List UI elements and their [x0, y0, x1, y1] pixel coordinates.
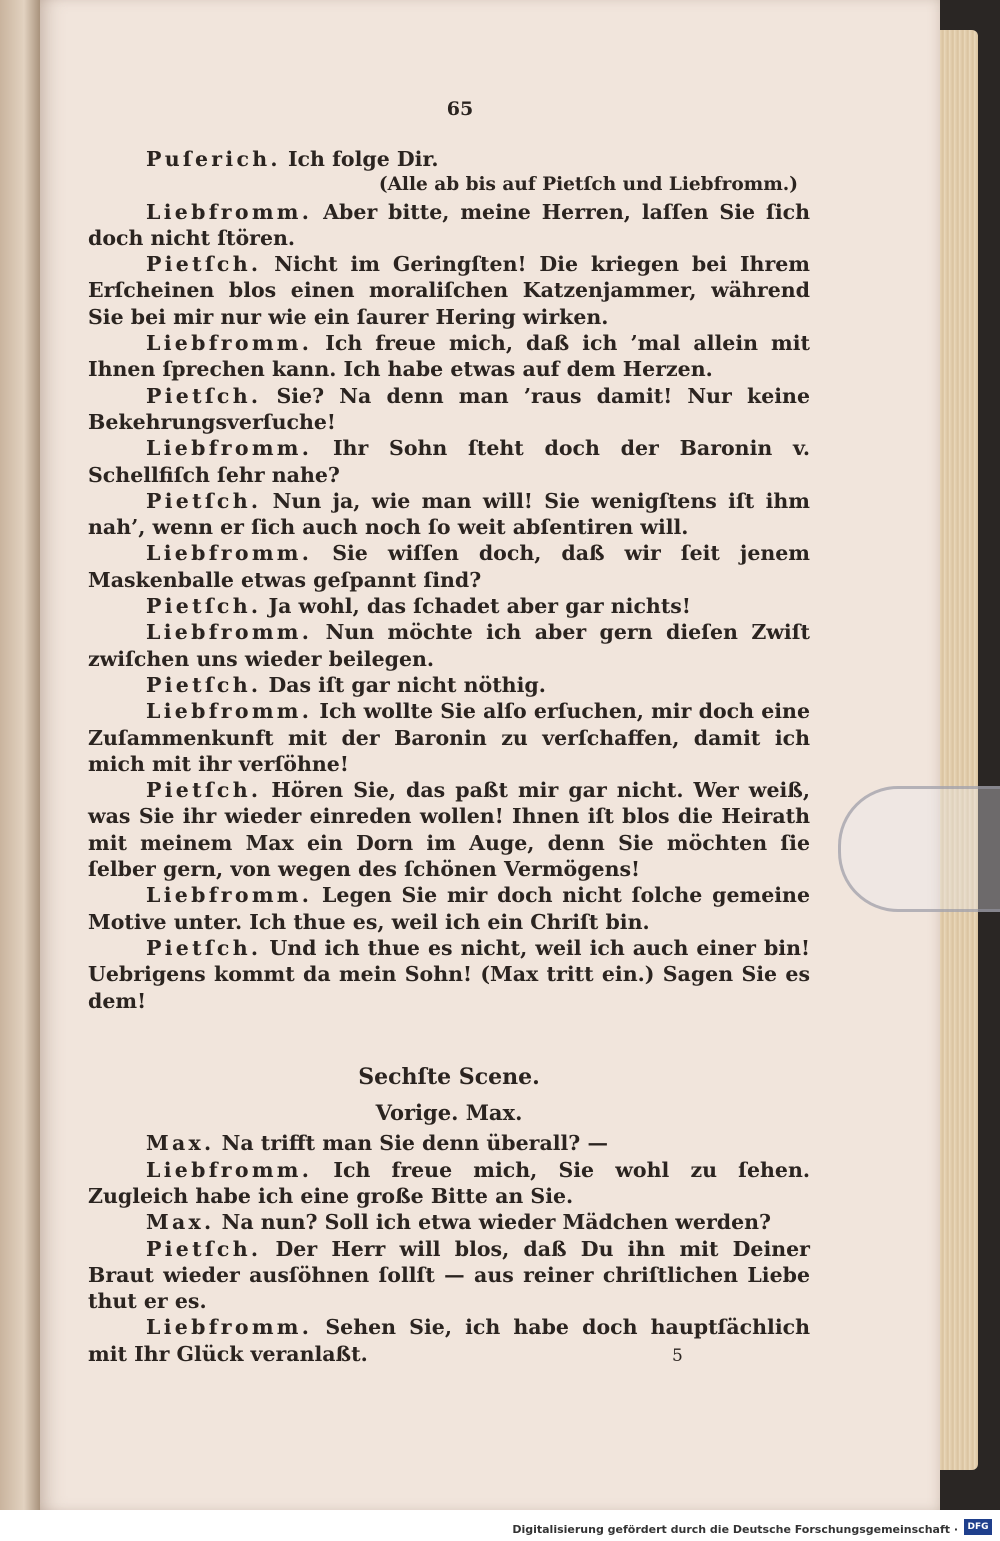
speaker-name: Pietſch. [146, 935, 262, 960]
speaker-name: Pietſch. [146, 778, 262, 803]
dialogue-line [88, 146, 810, 172]
dialogue-line [88, 935, 810, 1014]
dfg-logo: DFG [964, 1519, 992, 1535]
line-text: Sehen Sie, ich habe doch hauptſächlich mit Ihr Glück veranlaßt. [88, 1315, 810, 1366]
signature-mark: 5 [672, 1346, 683, 1366]
line-text: Ich freue mich, daß ich ’mal allein mit Ihnen ſprechen kann. Ich habe etwas auf dem Herzen. [88, 331, 811, 382]
line-text: Und ich thue es nicht, weil ich auch einer bin! Uebrigens kommt da mein Sohn! (Max tritt ein.) Sagen Sie es dem! [88, 935, 811, 1013]
line-text: Ich folge Dir. [287, 147, 439, 171]
dialogue-line [88, 251, 810, 330]
dialogue-line [88, 540, 810, 593]
line-text: Legen Sie mir doch nicht ſolche gemeine Motive unter. Ich thue es, weil ich ein Chriſt bin. [88, 883, 810, 934]
speaker-name: Pietſch. [146, 488, 262, 513]
dialogue-line [88, 882, 810, 935]
page-clip [838, 786, 1000, 912]
speaker-name: Pietſch. [146, 252, 262, 277]
speaker-name: Liebfromm. [146, 620, 313, 645]
speaker-name: Puſerich. [146, 147, 281, 171]
speaker-name: Liebfromm. [146, 699, 313, 724]
line-text: Nun ja, wie man will! Sie wenigſtens iſt ihm nah’, wenn er ſich auch noch ſo weit abſentiren will. [88, 488, 810, 540]
dialogue-line [88, 1157, 810, 1210]
line-text: Ja wohl, das ſchadet aber gar nichts! [268, 594, 691, 619]
line-text: Aber bitte, meine Herren, laſſen Sie ſich doch nicht ſtören. [88, 199, 810, 250]
dialogue-line [88, 383, 810, 436]
line-text: Ihr Sohn ſteht doch der Baronin v. Schellfiſch ſehr nahe? [88, 436, 810, 487]
speaker-name: Liebfromm. [146, 1315, 313, 1340]
line-text: Der Herr will blos, daß Du ihn mit Deiner Braut wieder ausſöhnen ſollſt — aus reiner chriſtlichen Liebe thut er es. [88, 1236, 810, 1314]
dialogue-line [88, 1236, 810, 1315]
line-text: Sie wiſſen doch, daß wir ſeit jenem Maskenballe etwas geſpannt ſind? [88, 541, 810, 592]
line-text: Nicht im Geringſten! Die kriegen bei Ihrem Erſcheinen blos einen moraliſchen Katzenjammer, während Sie bei mir nur wie ein ſaurer Hering wirken. [88, 252, 810, 329]
dialogue-line [88, 488, 810, 541]
dialogue-line [88, 593, 810, 619]
stage-direction: (Alle ab bis auf Pietſch und Liebfromm.) [378, 174, 798, 196]
dialogue-line [88, 1130, 810, 1156]
line-text: Na trifft man Sie denn überall? — [221, 1131, 608, 1156]
speaker-name: Liebfromm. [146, 436, 313, 461]
line-text: Nun möchte ich aber gern dieſen Zwiſt zwiſchen uns wieder beilegen. [88, 620, 811, 671]
dialogue-line [88, 1314, 810, 1367]
line-text: Na nun? Soll ich etwa wieder Mädchen werden? [221, 1210, 772, 1235]
page-number: 65 [446, 98, 474, 120]
speaker-name: Liebfromm. [146, 541, 313, 566]
dialogue-line [88, 777, 810, 882]
left-page-edge [0, 0, 40, 1510]
speaker-name: Pietſch. [146, 383, 262, 408]
dialogue-line [88, 199, 810, 252]
speaker-name: Pietſch. [146, 672, 262, 697]
scene-title: Sechſte Scene. [358, 1063, 540, 1090]
dialogue-line [88, 435, 810, 488]
line-text: Hören Sie, das paßt mir gar nicht. Wer weiß, was Sie ihr wieder einreden wollen! Ihnen iſt blos die Heirath mit meinem Max ein Dorn im Auge, denn Sie möchten ſie ſelber gern, von wegen des ſchönen Vermögens! [88, 778, 810, 882]
speaker-name: Liebfromm. [146, 1157, 313, 1182]
speaker-name: Max. [146, 1210, 215, 1235]
dialogue-line [88, 698, 810, 777]
footer-credit: Digitalisierung gefördert durch die Deutsche Forschungsgemeinschaft · [512, 1523, 958, 1536]
dialogue-line [88, 672, 810, 698]
speaker-name: Liebfromm. [146, 199, 313, 224]
dialogue-line [88, 330, 810, 383]
line-text: Ich freue mich, Sie wohl zu ſehen. Zugleich habe ich eine große Bitte an Sie. [88, 1157, 811, 1208]
line-text: Das iſt gar nicht nöthig. [268, 672, 546, 697]
speaker-name: Pietſch. [146, 1236, 262, 1261]
speaker-name: Max. [146, 1131, 215, 1156]
speaker-name: Liebfromm. [146, 883, 313, 908]
speaker-name: Liebfromm. [146, 331, 313, 356]
line-text: Ich wollte Sie alſo erſuchen, mir doch eine Zuſammenkunft mit der Baronin zu verſchaffen, damit ich mich mit ihr verſöhne! [88, 699, 810, 776]
page-text [88, 146, 810, 1367]
dialogue-line [88, 1209, 810, 1235]
line-text: Sie? Na denn man ’raus damit! Nur keine Bekehrungsverſuche! [88, 383, 810, 434]
dialogue-line [88, 619, 810, 672]
scene-characters: Vorige. Max. [375, 1100, 523, 1126]
speaker-name: Pietſch. [146, 594, 262, 619]
